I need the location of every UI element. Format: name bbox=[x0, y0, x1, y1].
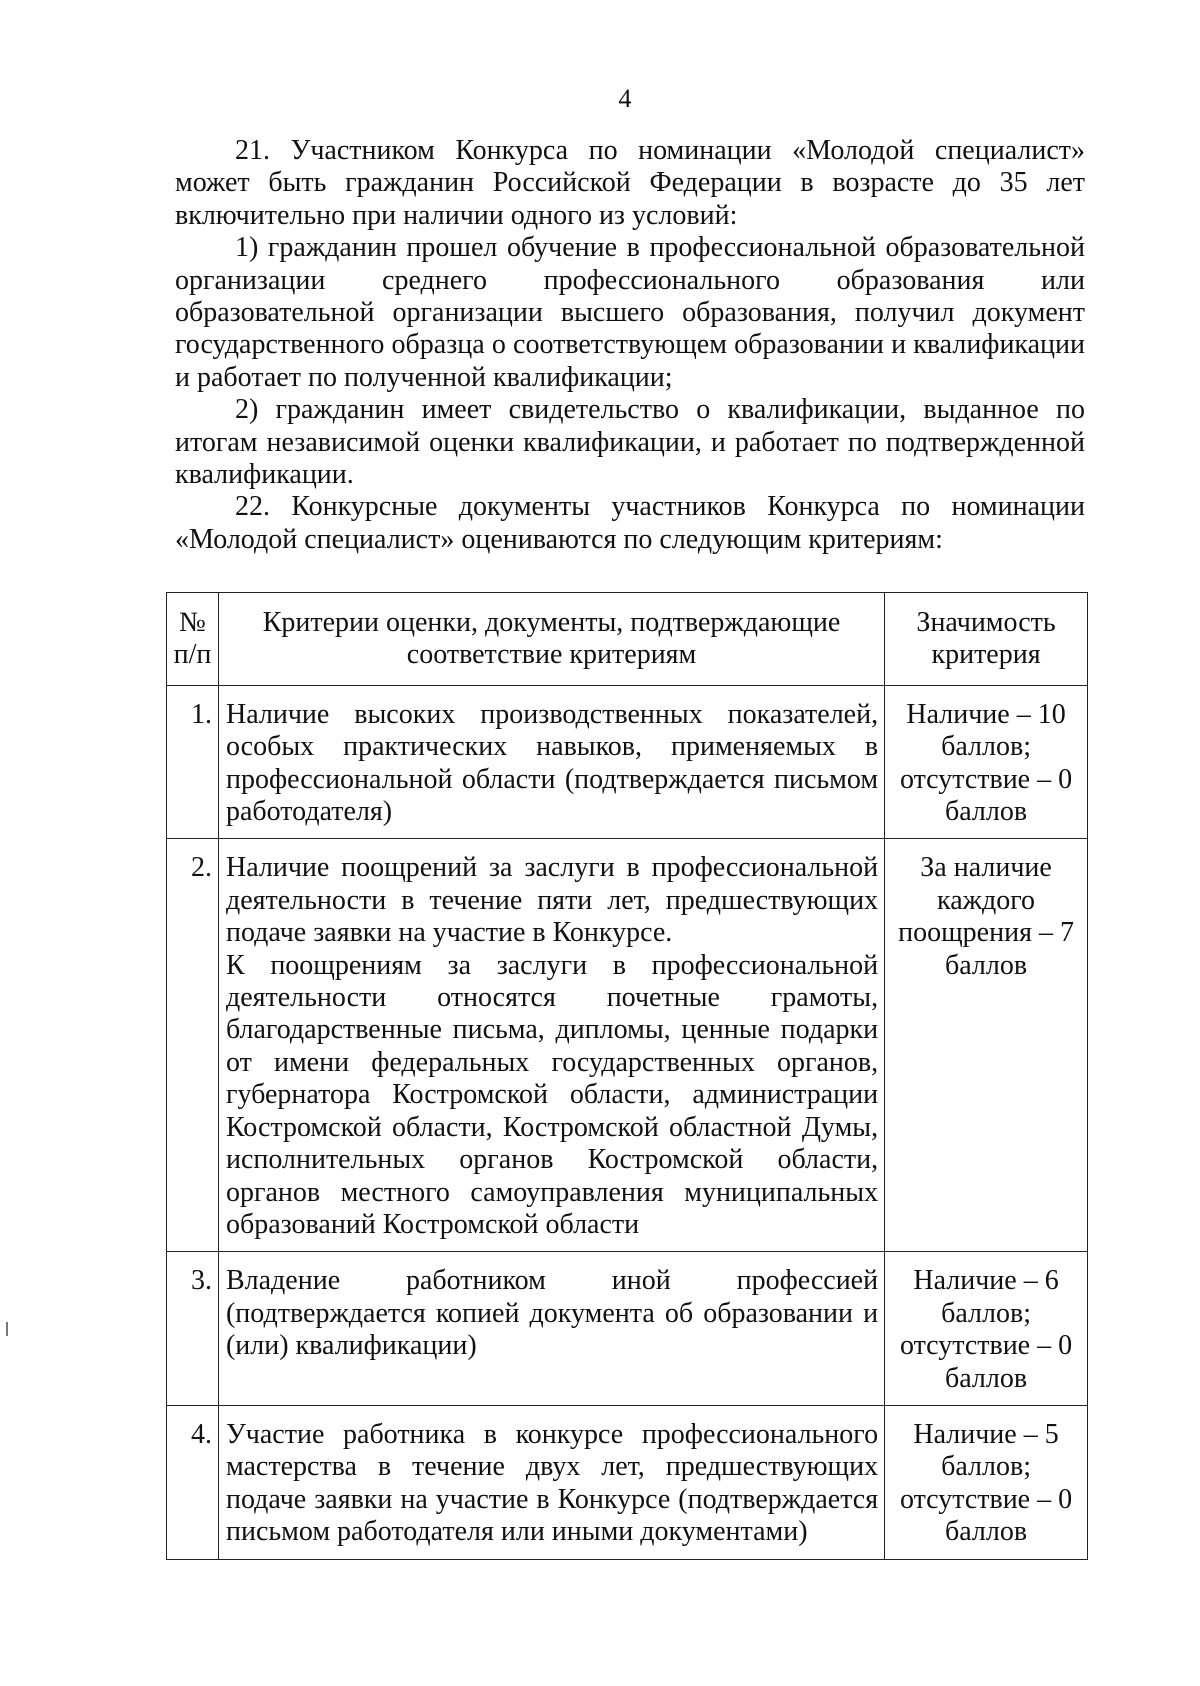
paragraph-21: 21. Участником Конкурса по номинации «Молодой специалист» может быть гражданин Российской Федерации в возрасте до 35 лет включительно при наличии одного из условий: bbox=[175, 135, 1085, 231]
row-number: 3. bbox=[167, 1252, 219, 1406]
row-weight: Наличие – 5 баллов; отсутствие – 0 баллов bbox=[885, 1405, 1088, 1559]
criteria-text: Наличие поощрений за заслуги в профессиональной деятельности в течение пяти лет, предшествующих подаче заявки на участие в Конкурсе. bbox=[225, 852, 879, 949]
scan-mark bbox=[6, 1322, 8, 1336]
row-weight: За наличие каждого поощрения – 7 баллов bbox=[885, 839, 1088, 1252]
paragraph-22: 22. Конкурсные документы участников Конкурса по номинации «Молодой специалист» оцениваются по следующим критериям: bbox=[175, 491, 1085, 555]
condition-2: 2) гражданин имеет свидетельство о квалификации, выданное по итогам независимой оценки квалификации, и работает по подтвержденной квалификации. bbox=[175, 394, 1085, 491]
criteria-table-body bbox=[167, 685, 1088, 1559]
criteria-text: Участие работника в конкурсе профессионального мастерства в течение двух лет, предшествующих подаче заявки на участие в Конкурсе (подтверждается письмом работодателя или иными документами) bbox=[225, 1418, 879, 1548]
table-row bbox=[167, 685, 1088, 839]
header-row bbox=[167, 593, 1088, 686]
row-number: 1. bbox=[167, 685, 219, 839]
row-criteria bbox=[218, 1405, 884, 1559]
row-criteria bbox=[218, 839, 884, 1252]
header-number: № п/п bbox=[167, 593, 219, 686]
row-weight: Наличие – 6 баллов; отсутствие – 0 баллов bbox=[885, 1252, 1088, 1406]
row-weight: Наличие – 10 баллов; отсутствие – 0 баллов bbox=[885, 685, 1088, 839]
criteria-table bbox=[166, 592, 1088, 1560]
condition-1: 1) гражданин прошел обучение в профессиональной образовательной организации среднего профессионального образования или образовательной организации высшего образования, получил документ государственного образца о соответствующем образовании и квалификации и работает по полученной квалификации; bbox=[175, 232, 1085, 393]
row-criteria bbox=[218, 1252, 884, 1406]
criteria-text: К поощрениям за заслуги в профессиональной деятельности относятся почетные грамоты, благодарственные письма, дипломы, ценные подарки от имени федеральных государственных органов, губернатора Костромской области, администрации Костромской области, Костромской областной Думы, исполнительных органов Костромской области, органов местного самоуправления муниципальных образований Костромской области bbox=[225, 949, 879, 1240]
table-row bbox=[167, 1405, 1088, 1559]
table-row bbox=[167, 1252, 1088, 1406]
row-number: 2. bbox=[167, 839, 219, 1252]
document-body bbox=[175, 135, 1085, 556]
page-number: 4 bbox=[618, 84, 632, 113]
criteria-table-header bbox=[167, 593, 1088, 686]
criteria-text: Наличие высоких производственных показателей, особых практических навыков, применяемых в профессиональной области (подтверждается письмом работодателя) bbox=[225, 698, 879, 828]
row-number: 4. bbox=[167, 1405, 219, 1559]
criteria-text: Владение работником иной профессией (подтверждается копией документа об образовании и (или) квалификации) bbox=[225, 1265, 879, 1362]
header-weight: Значимость критерия bbox=[885, 593, 1088, 686]
header-criteria: Критерии оценки, документы, подтверждающие соответствие критериям bbox=[218, 593, 884, 686]
row-criteria bbox=[218, 685, 884, 839]
table-row bbox=[167, 839, 1088, 1252]
